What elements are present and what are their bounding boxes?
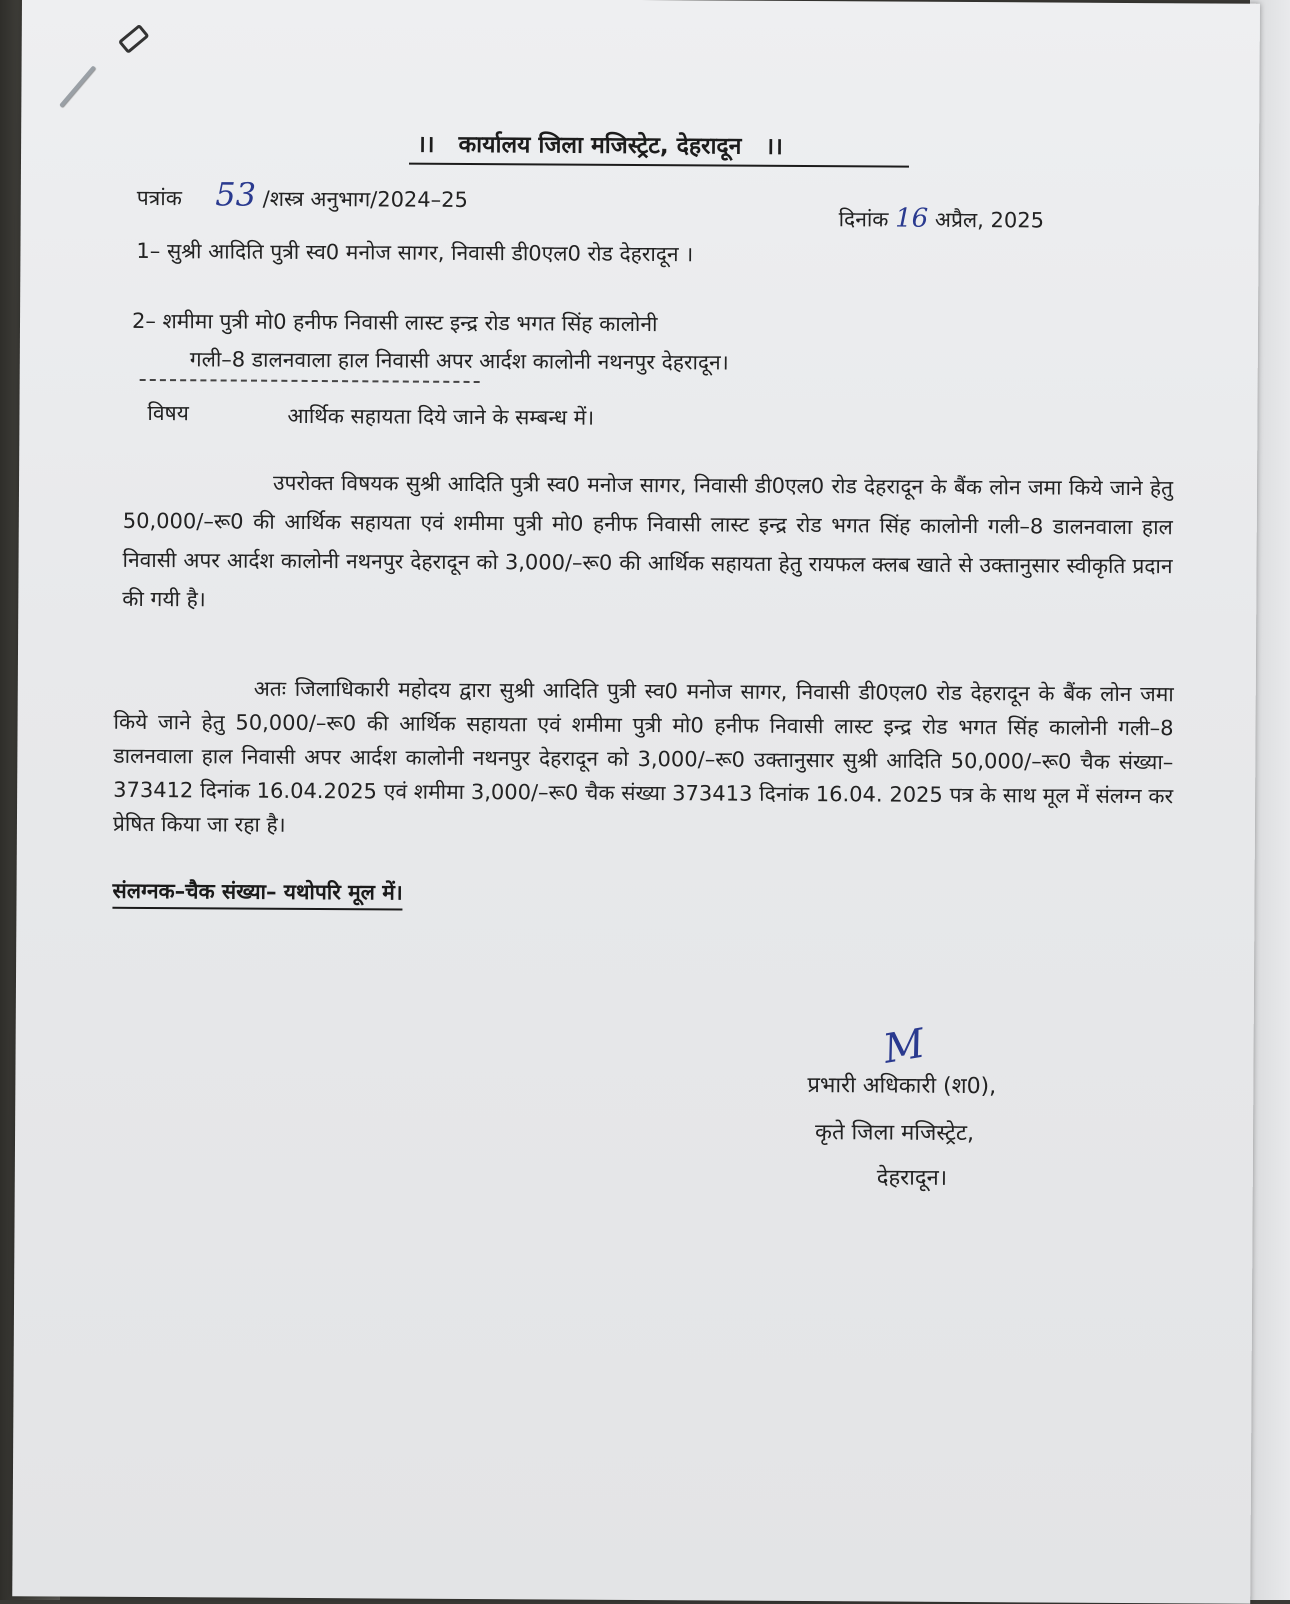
body-paragraph-1 <box>122 463 1173 625</box>
reference-line <box>137 175 468 215</box>
reference-label: पत्रांक <box>136 185 182 211</box>
attachment-note: संलग्नक–चैक संख्या– यथोपरि मूल में। <box>112 877 402 911</box>
addressee-2-line-1: 2– शमीमा पुत्री मो0 हनीफ निवासी लास्ट इन्द्र रोड भगत सिंह कालोनी <box>131 308 658 337</box>
signatory-designation: प्रभारी अधिकारी (श0), <box>807 1073 997 1100</box>
header-title: कार्यालय जिला मजिस्ट्रेट, देहरादून <box>458 131 742 160</box>
body-paragraph-1-text: उपरोक्त विषयक सुश्री आदिति पुत्री स्व0 मनोज सागर, निवासी डी0एल0 रोड देहरादून के बैंक लोन जमा किये जाने हेतु 50,000/–रू0 की आर्थिक सहायता एवं शमीमा पुत्री मो0 हनीफ निवासी लास्ट इन्द्र रोड भगत सिंह कालोनी गली–8 डालनवाला हाल निवासी अपर आर्दश कालोनी नथनपुर देहरादून को 3,000/–रू0 की आर्थिक सहायता हेतु रायफल क्लब खाते से उक्तानुसार स्वीकृति प्रदान की गयी है। <box>122 470 1174 612</box>
header-right-marks: ।। <box>765 133 783 160</box>
letter-sheet <box>12 0 1260 1604</box>
staple-icon <box>118 24 150 54</box>
office-header <box>409 127 909 168</box>
date-day-handwritten: 16 <box>895 203 929 234</box>
reference-rest: /शस्त्र अनुभाग/2024–25 <box>262 186 469 212</box>
body-paragraph-2-text: अतः जिलाधिकारी महोदय द्वारा सुश्री आदिति पुत्री स्व0 मनोज सागर, निवासी डी0एल0 रोड देहरादून के बैंक लोन जमा किये जाने हेतु 50,000/–रू0 की आर्थिक सहायता एवं शमीमा पुत्री मो0 हनीफ निवासी लास्ट इन्द्र रोड भगत सिंह कालोनी गली–8 डालनवाला हाल निवासी अपर आर्दश कालोनी नथनपुर देहरादून को 3,000/–रू0 उक्तानुसार सुश्री आदिति 50,000/–रू0 चैक संख्या–373412 दिनांक 16.04.2025 एवं शमीमा 3,000/–रू0 चैक संख्या 373413 दिनांक 16.04. 2025 पत्र के साथ मूल में संलग्न कर प्रेषित किया जा रहा है। <box>112 676 1174 837</box>
date-label: दिनांक <box>838 207 889 232</box>
pin-icon <box>59 65 96 107</box>
handwritten-signature: M <box>880 1020 929 1073</box>
body-paragraph-2 <box>113 671 1174 847</box>
subject-text: आर्थिक सहायता दिये जाने के सम्बन्ध में। <box>287 403 595 430</box>
addressee-1: 1– सुश्री आदिति पुत्री स्व0 मनोज सागर, निवासी डी0एल0 रोड देहरादून । <box>136 238 694 267</box>
reference-number-handwritten: 53 <box>215 175 257 214</box>
separator-dashed <box>140 379 480 383</box>
signatory-location: देहरादून। <box>876 1165 948 1191</box>
date-line <box>839 203 1044 234</box>
addressee-2-line-2: गली–8 डालनवाला हाल निवासी अपर आर्दश कालोनी नथनपुर देहरादून। <box>189 347 729 375</box>
subject-label: विषय <box>147 400 189 426</box>
signatory-on-behalf: कृते जिला मजिस्ट्रेट, <box>815 1120 975 1147</box>
header-left-marks: ।। <box>417 131 435 158</box>
date-rest: अप्रैल, 2025 <box>934 207 1045 233</box>
